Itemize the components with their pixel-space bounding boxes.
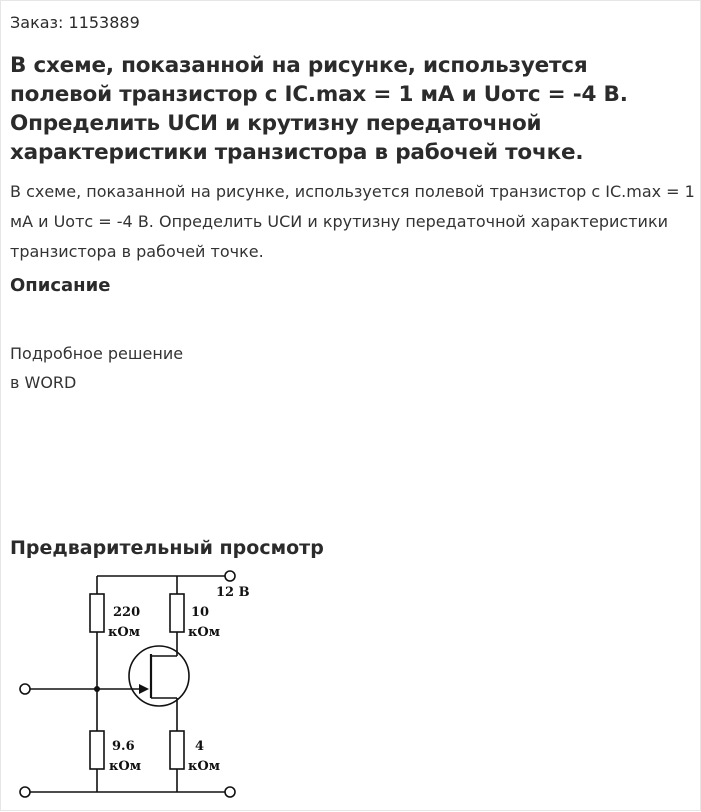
r3-unit: кОм	[109, 759, 142, 774]
order-number: Заказ: 1153889	[10, 13, 140, 32]
circuit-schematic	[1, 566, 261, 812]
r3-value: 9.6	[112, 739, 135, 754]
r4-value: 4	[195, 739, 205, 754]
supply-label: 12 В	[216, 585, 250, 600]
task-description: В схеме, показанной на рисунке, используется полевой транзистор с IC.max = 1 мА и Uотс = -4 В. Определить UСИ и крутизну передаточной характеристики транзистора в рабочей точке.	[10, 182, 695, 261]
description-body	[10, 339, 410, 397]
r2-unit: кОм	[188, 625, 221, 640]
r4-unit: кОм	[188, 759, 221, 774]
r2-value: 10	[191, 605, 210, 620]
description-line-2: в WORD	[10, 373, 77, 392]
preview-heading: Предварительный просмотр	[10, 537, 324, 559]
r1-unit: кОм	[108, 625, 141, 640]
r1-value: 220	[113, 605, 141, 620]
page-title: В схеме, показанной на рисунке, используется полевой транзистор с IC.max = 1 мА и Uотс = -4 В. Определить UСИ и крутизну передаточной характеристики транзистора в рабочей точке.	[10, 53, 628, 165]
description-heading: Описание	[10, 275, 111, 296]
description-line-1: Подробное решение	[10, 344, 184, 363]
